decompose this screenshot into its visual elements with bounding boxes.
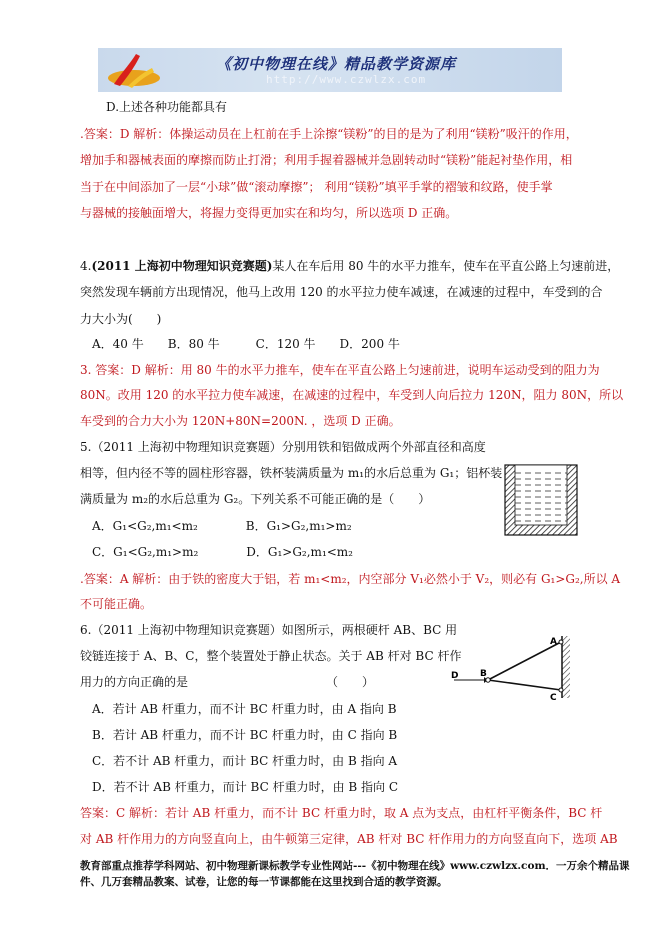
- answer-line: 对 AB 杆作用力的方向竖直向上，由牛顿第三定律，AB 杆对 BC 杆作用力的方向竖直向下，选项 AB: [80, 832, 618, 846]
- question-text: 某人在车后用 80 牛的水平力推车，使车在平直公路上匀速前进，: [272, 259, 620, 273]
- options-line: A．40 牛 B．80 牛 C．120 牛 D．200 牛: [80, 337, 400, 351]
- question-line: 铰链连接于 A、B、C，整个装置处于静止状态。关于 AB 杆对 BC 杆作: [80, 649, 462, 663]
- question-line: 5.（2011 上海初中物理知识竞赛题）分别用铁和铝做成两个外部直径和高度: [80, 440, 486, 454]
- header-banner: [98, 48, 562, 92]
- answer-line: .答案：D 解析：体操运动员在上杠前在手上涂擦“镁粉”的目的是为了利用“镁粉”吸汗的作用，: [80, 127, 578, 141]
- answer-line: 80N。改用 120 的水平拉力使车减速，在减速的过程中，车受到人向后拉力 120N，阻力 80N，所以: [80, 388, 624, 402]
- options-line: B．若计 AB 杆重力，而不计 BC 杆重力时，由 C 指向 B: [80, 728, 398, 742]
- answer-line: 与器械的接触面增大，将握力变得更加实在和均匀，所以选项 D 正确。: [80, 206, 458, 220]
- answer-line: 答案：C 解析：若计 AB 杆重力，而不计 BC 杆重力时，取 A 点为支点，由杠杆平衡条件，BC 杆: [80, 806, 603, 820]
- banner-url[interactable]: http://www.czwlzx.com: [266, 73, 427, 86]
- question-source: (2011 上海初中物理知识竞赛题): [91, 259, 273, 273]
- option-d-line: D.上述各种功能都具有: [106, 100, 228, 114]
- answer-line: 当于在中间添加了一层“小球”做“滚动摩擦”； 利用“镁粉”填平手掌的褶皱和纹路，使手掌: [80, 180, 553, 194]
- label-d: D: [451, 671, 459, 681]
- rods-figure: [450, 634, 576, 702]
- answer-line: 车受到的合力大小为 120N+80N=200N. ，选项 D 正确。: [80, 414, 401, 428]
- label-b: B: [480, 669, 487, 679]
- question-line: 满质量为 m₂的水后总重为 G₂。下列关系不可能正确的是（ ）: [80, 492, 431, 506]
- question-number: 4.: [80, 259, 92, 273]
- question-line: 6.（2011 上海初中物理知识竞赛题）如图所示，两根硬杆 AB、BC 用: [80, 623, 458, 637]
- answer-line: 不可能正确。: [80, 597, 153, 611]
- options-line: A．G₁<G₂,m₁<m₂ B．G₁>G₂,m₁>m₂: [80, 519, 352, 533]
- site-logo-icon: [100, 48, 162, 92]
- options-line: C．G₁<G₂,m₁>m₂ D．G₁>G₂,m₁<m₂: [80, 545, 353, 559]
- question-line: 用力的方向正确的是 （ ）: [80, 675, 375, 689]
- footer-line: 件、几万套精品教案、试卷，让您的每一节课都能在这里找到合适的教学资源。: [80, 876, 448, 888]
- label-c: C: [550, 693, 557, 702]
- banner-title: 《初中物理在线》精品教学资源库: [216, 55, 457, 73]
- question-4-line: [80, 257, 619, 275]
- options-line: C．若不计 AB 杆重力，而计 BC 杆重力时，由 B 指向 A: [80, 754, 398, 768]
- question-line: 相等，但内径不等的圆柱形容器，铁杯装满质量为 m₁的水后总重为 G₁；铝杯装: [80, 466, 503, 480]
- answer-line: 3. 答案：D 解析：用 80 牛的水平力推车，使车在平直公路上匀速前进，说明车运动受到的阻力为: [80, 363, 600, 377]
- label-a: A: [550, 637, 557, 647]
- options-line: D．若不计 AB 杆重力，而计 BC 杆重力时，由 B 指向 C: [80, 780, 399, 794]
- footer-line: 教育部重点推荐学科网站、初中物理新课标教学专业性网站---《初中物理在线》www.czwlzx.com．一万余个精品课: [80, 860, 630, 872]
- answer-line: 增加手和器械表面的摩擦而防止打滑；利用手握着器械并急剧转动时“镁粉”能起衬垫作用，相: [80, 153, 573, 167]
- options-line: A．若计 AB 杆重力，而不计 BC 杆重力时，由 A 指向 B: [80, 702, 397, 716]
- answer-line: .答案：A 解析：由于铁的密度大于铝，若 m₁<m₂，内空部分 V₁必然小于 V₂，则必有 G₁>G₂,所以 A: [80, 572, 621, 586]
- question-line: 力大小为( ): [80, 312, 162, 326]
- container-figure: [504, 464, 578, 536]
- question-line: 突然发现车辆前方出现情况，他马上改用 120 的水平拉力使车减速，在减速的过程中，车受到的合: [80, 285, 603, 299]
